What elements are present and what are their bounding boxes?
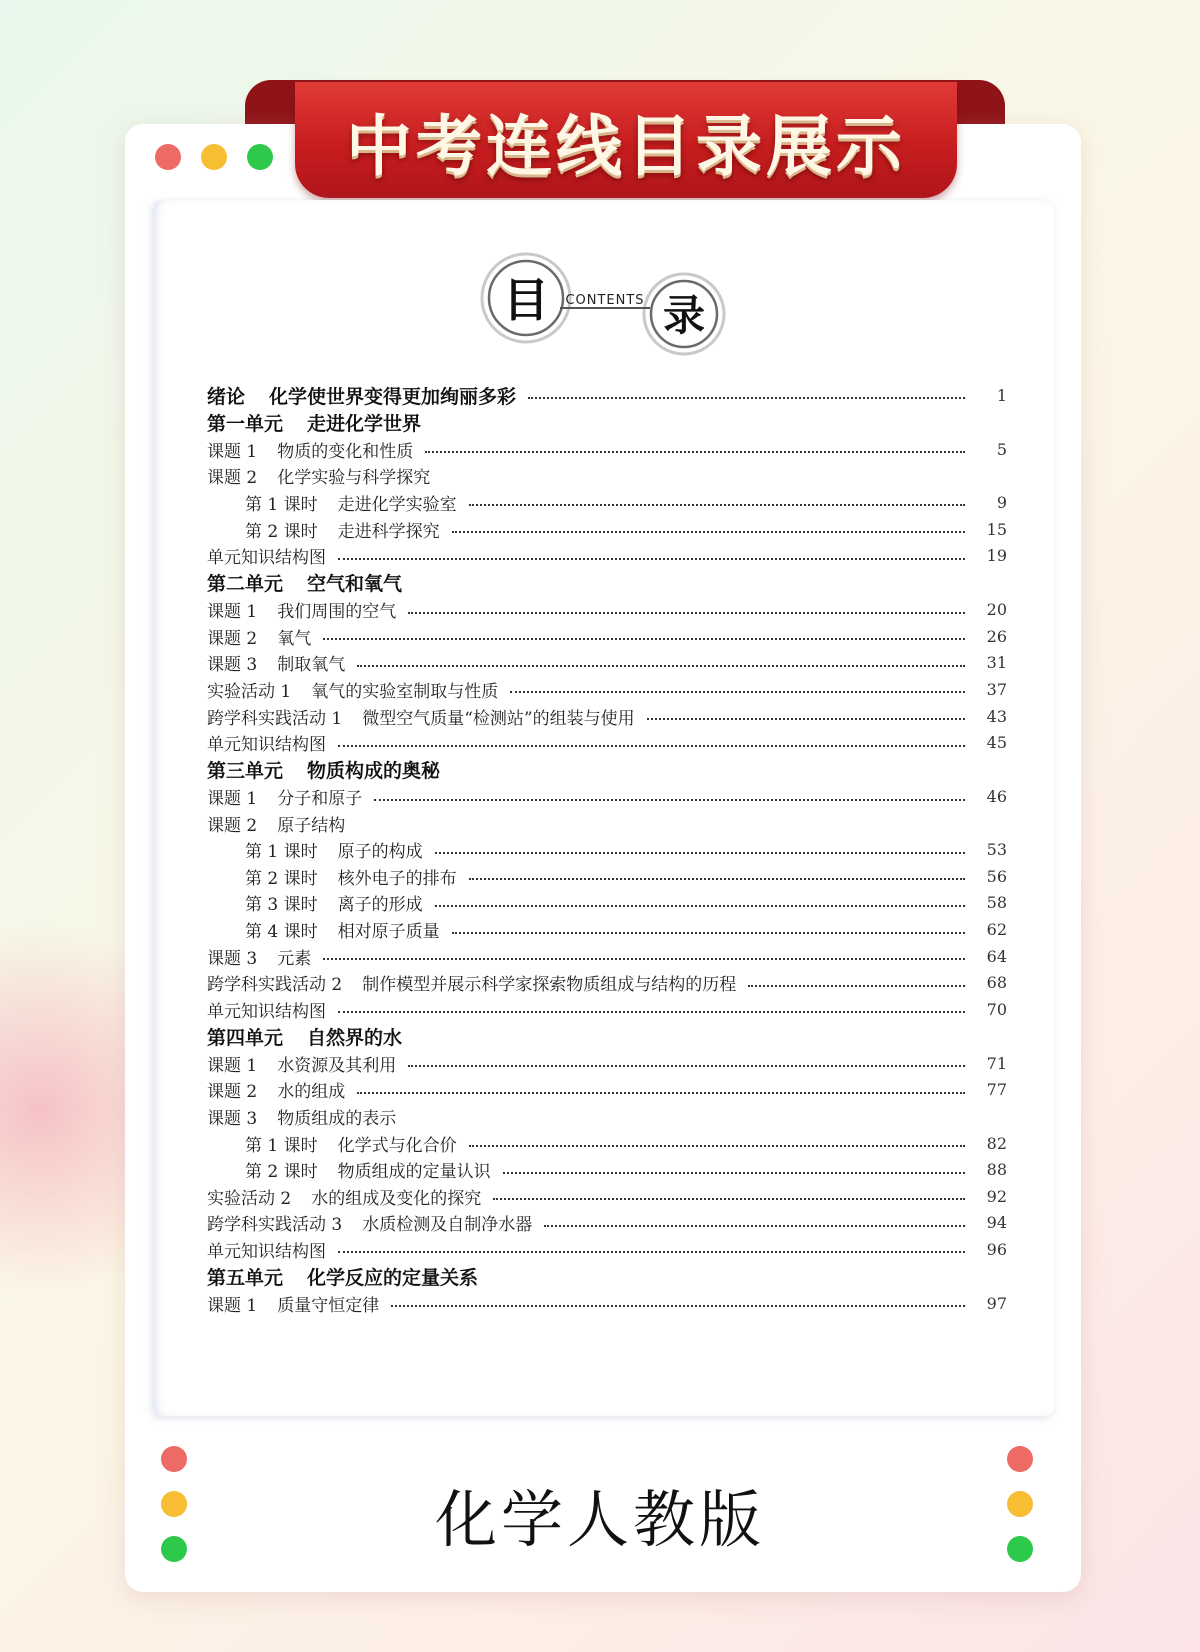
toc-page-number: 37 [986,679,1007,699]
toc-entry [207,890,1007,917]
edition-title: 化学人教版 [434,1483,765,1556]
red-dot-icon [155,144,181,170]
toc-entry [207,1183,1007,1210]
toc-page-number: 68 [986,973,1007,993]
toc-entry-title: 水的组成及变化的探究 [311,1188,482,1209]
toc-entry-title: 水质检测及自制净水器 [362,1215,533,1236]
toc-entry [207,969,1007,996]
toc-page-number: 5 [996,439,1007,459]
toc-entry [207,943,1007,970]
toc-entry-title: 制作模型并展示科学家探索物质组成与结构的历程 [362,975,737,996]
toc-entry-title: 元素 [277,948,312,969]
toc-entry [207,729,1007,756]
toc-entry [207,596,1007,623]
toc-unit-heading [207,756,1007,783]
toc-entry-title: 分子和原子 [277,789,363,810]
toc-entry-title: 核外电子的排布 [337,868,457,889]
toc-entry-title: 我们周围的空气 [277,602,397,623]
toc-page-number: 97 [986,1293,1007,1313]
toc-entry-label: 第 2 课时 [245,521,318,542]
toc-entry-title: 原子的构成 [337,842,423,863]
toc-entry-label: 第 2 课时 [245,1162,318,1183]
toc-entry-label: 第 2 课时 [245,868,318,889]
toc-page-number: 45 [986,733,1007,753]
toc-entry-title: 原子结构 [277,815,346,836]
dotted-leader [452,531,965,533]
table-of-contents [207,382,1007,1317]
dotted-leader [338,1251,965,1253]
toc-entry-title: 自然界的水 [307,1026,403,1049]
toc-page-number: 94 [986,1213,1007,1233]
dotted-leader [338,745,965,747]
toc-entry [207,1290,1007,1317]
toc-entry-title: 质量守恒定律 [277,1295,380,1316]
logo-left-char: 目 [503,273,549,327]
toc-entry-label: 课题 3 [207,655,258,676]
toc-entry [207,1156,1007,1183]
toc-entry-title: 化学式与化合价 [337,1135,457,1156]
dotted-leader [510,691,965,693]
toc-entry [207,703,1007,730]
toc-entry [207,489,1007,516]
toc-page-number: 31 [986,653,1007,673]
toc-entry [207,863,1007,890]
dotted-leader [357,1092,965,1094]
dotted-leader [452,932,965,934]
toc-entry-label: 单元知识结构图 [207,1241,326,1262]
toc-entry-label: 课题 1 [207,602,258,623]
toc-entry-title: 氧气 [277,628,312,649]
toc-entry-label: 第二单元 [207,573,284,596]
dotted-leader [647,718,965,720]
toc-entry [207,810,1007,837]
toc-entry-title: 物质的变化和性质 [277,441,414,462]
toc-entry-label: 第 1 课时 [245,1135,318,1156]
logo-right-char: 录 [662,291,706,340]
toc-entry-label: 实验活动 1 [207,681,292,702]
toc-entry-title: 走进化学世界 [307,412,422,435]
toc-entry [207,996,1007,1023]
toc-page-number: 46 [986,787,1007,807]
toc-entry-title: 氧气的实验室制取与性质 [311,681,499,702]
dotted-leader [469,504,965,506]
toc-page-number: 53 [986,840,1007,860]
toc-page-number: 1 [996,385,1007,405]
dotted-leader [469,1145,965,1147]
toc-entry-label: 课题 2 [207,628,258,649]
toc-entry-label: 课题 2 [207,815,258,836]
toc-entry [207,436,1007,463]
toc-entry-label: 单元知识结构图 [207,735,326,756]
dotted-leader [469,878,965,880]
toc-page-number: 26 [986,626,1007,646]
toc-entry-label: 课题 1 [207,441,258,462]
toc-entry-label: 第五单元 [207,1266,284,1289]
toc-page-number: 96 [986,1239,1007,1259]
dotted-leader [435,905,965,907]
toc-entry-title: 化学反应的定量关系 [307,1266,479,1289]
toc-entry [207,382,1007,409]
toc-entry-label: 课题 2 [207,468,258,489]
banner-title: 中考连线目录展示 [346,107,906,185]
toc-page-number: 77 [986,1080,1007,1100]
toc-entry-title: 物质构成的奥秘 [307,760,441,783]
toc-page-number: 58 [986,893,1007,913]
toc-page-number: 19 [986,546,1007,566]
toc-page-number: 64 [986,946,1007,966]
toc-entry-title: 离子的形成 [337,895,423,916]
toc-entry [207,463,1007,490]
dotted-leader [357,665,965,667]
toc-entry-label: 跨学科实践活动 3 [207,1215,343,1236]
toc-entry-title: 走进化学实验室 [337,494,457,515]
toc-unit-heading [207,1263,1007,1290]
toc-page-number: 56 [986,866,1007,886]
toc-page-number: 9 [996,492,1007,512]
toc-entry-title: 物质组成的定量认识 [337,1162,491,1183]
toc-entry-title: 制取氧气 [277,655,346,676]
dotted-leader [374,799,965,801]
toc-entry-label: 课题 2 [207,1082,258,1103]
toc-unit-heading [207,1023,1007,1050]
toc-entry-label: 课题 3 [207,1109,258,1130]
toc-entry [207,623,1007,650]
dotted-leader [503,1172,965,1174]
toc-entry-label: 课题 3 [207,948,258,969]
dotted-leader [493,1198,965,1200]
toc-entry [207,783,1007,810]
toc-entry-label: 课题 1 [207,1295,258,1316]
red-dot-icon [1007,1446,1033,1472]
toc-entry [207,1236,1007,1263]
toc-page-number: 88 [986,1160,1007,1180]
toc-entry [207,1210,1007,1237]
dotted-leader [748,985,965,987]
toc-page-number: 43 [986,706,1007,726]
toc-entry [207,916,1007,943]
dotted-leader [425,451,965,453]
toc-entry-label: 课题 1 [207,1055,258,1076]
toc-page-number: 20 [986,600,1007,620]
green-dot-icon [247,144,273,170]
toc-entry [207,516,1007,543]
toc-entry-label: 跨学科实践活动 2 [207,975,343,996]
toc-page-number: 62 [986,920,1007,940]
dotted-leader [323,958,965,960]
toc-entry-label: 绪论 [207,385,246,408]
toc-entry-label: 单元知识结构图 [207,1001,326,1022]
dotted-leader [528,397,965,399]
toc-page-number: 82 [986,1133,1007,1153]
toc-entry-title: 化学使世界变得更加绚丽多彩 [269,385,517,408]
yellow-dot-icon [201,144,227,170]
toc-entry [207,1077,1007,1104]
toc-entry-label: 第三单元 [207,760,284,783]
banner [295,82,957,198]
toc-entry-title: 空气和氧气 [307,573,403,596]
toc-entry [207,650,1007,677]
toc-entry [207,1130,1007,1157]
logo-contents-text: CONTENTS [565,293,645,308]
toc-entry [207,1050,1007,1077]
toc-entry-label: 第四单元 [207,1026,284,1049]
toc-entry-title: 化学实验与科学探究 [277,468,431,489]
dotted-leader [338,558,965,560]
toc-unit-heading [207,409,1007,436]
toc-unit-heading [207,569,1007,596]
toc-entry-title: 微型空气质量“检测站”的组装与使用 [362,708,635,729]
dotted-leader [408,612,965,614]
toc-entry [207,836,1007,863]
toc-entry [207,542,1007,569]
dotted-leader [544,1225,965,1227]
toc-entry-title: 水的组成 [277,1082,346,1103]
toc-page-number: 71 [986,1053,1007,1073]
toc-entry [207,676,1007,703]
dotted-leader [408,1065,965,1067]
dotted-leader [435,852,965,854]
toc-entry-label: 第 3 课时 [245,895,318,916]
toc-entry-title: 物质组成的表示 [277,1109,397,1130]
toc-page-number: 15 [986,519,1007,539]
toc-entry-label: 实验活动 2 [207,1188,292,1209]
toc-entry-title: 相对原子质量 [337,922,440,943]
contents-logo [480,250,730,360]
toc-entry-label: 课题 1 [207,789,258,810]
toc-entry-label: 跨学科实践活动 1 [207,708,343,729]
toc-entry-title: 水资源及其利用 [277,1055,397,1076]
toc-entry-label: 第一单元 [207,412,284,435]
toc-page-number: 70 [986,999,1007,1019]
dotted-leader [391,1305,965,1307]
toc-entry-title: 走进科学探究 [337,521,440,542]
toc-entry-label: 第 4 课时 [245,922,318,943]
toc-entry-label: 第 1 课时 [245,494,318,515]
toc-entry-label: 第 1 课时 [245,842,318,863]
toc-entry [207,1103,1007,1130]
dotted-leader [338,1011,965,1013]
toc-entry-label: 单元知识结构图 [207,548,326,569]
red-dot-icon [161,1446,187,1472]
toc-page-number: 92 [986,1186,1007,1206]
dotted-leader [323,638,965,640]
